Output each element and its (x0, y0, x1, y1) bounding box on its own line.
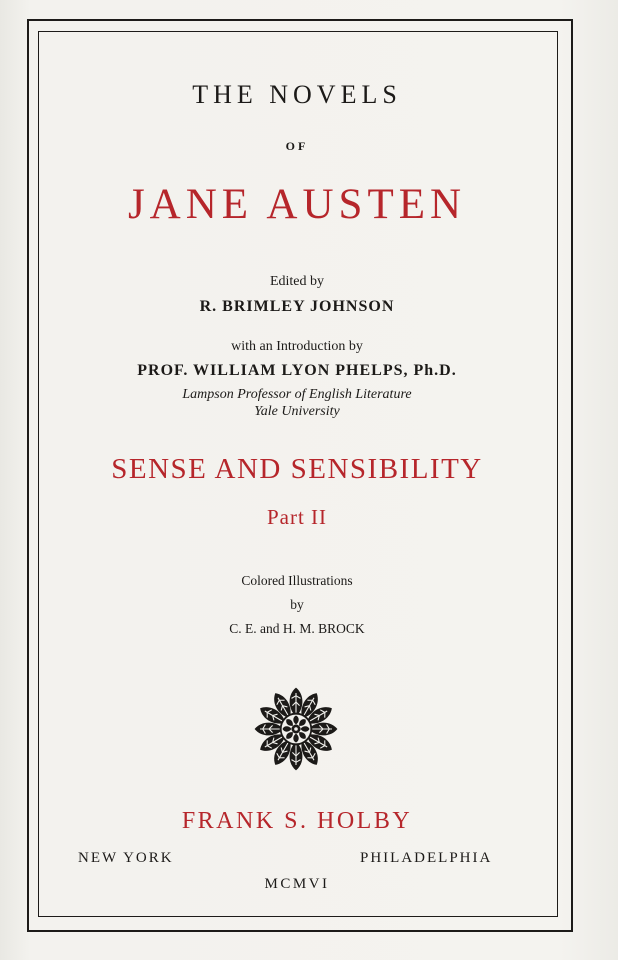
introducer-position: Lampson Professor of English Literature (182, 387, 412, 402)
editor-name: R. BRIMLEY JOHNSON (199, 298, 395, 315)
publisher-name: FRANK S. HOLBY (181, 808, 413, 834)
introducer-name: PROF. WILLIAM LYON PHELPS, Ph.D. (137, 362, 457, 379)
intro-by-label: with an Introduction by (231, 339, 363, 354)
book-part: Part II (266, 505, 328, 529)
series-of: OF (285, 139, 309, 153)
illustrations-label: Colored Illustrations (241, 573, 353, 588)
book-title: SENSE AND SENSIBILITY (111, 453, 483, 485)
city-new-york: NEW YORK (78, 850, 174, 866)
rosette-ornament-icon (251, 684, 341, 774)
publication-year: MCMVI (264, 876, 330, 892)
illustrations-by-label: by (290, 597, 304, 612)
introducer-institution: Yale University (254, 404, 340, 419)
edited-by-label: Edited by (269, 274, 325, 289)
city-philadelphia: PHILADELPHIA (360, 850, 493, 866)
series-heading: THE NOVELS (192, 80, 402, 109)
author-name: JANE AUSTEN (127, 181, 467, 228)
illustrators-name: C. E. and H. M. BROCK (229, 621, 365, 636)
